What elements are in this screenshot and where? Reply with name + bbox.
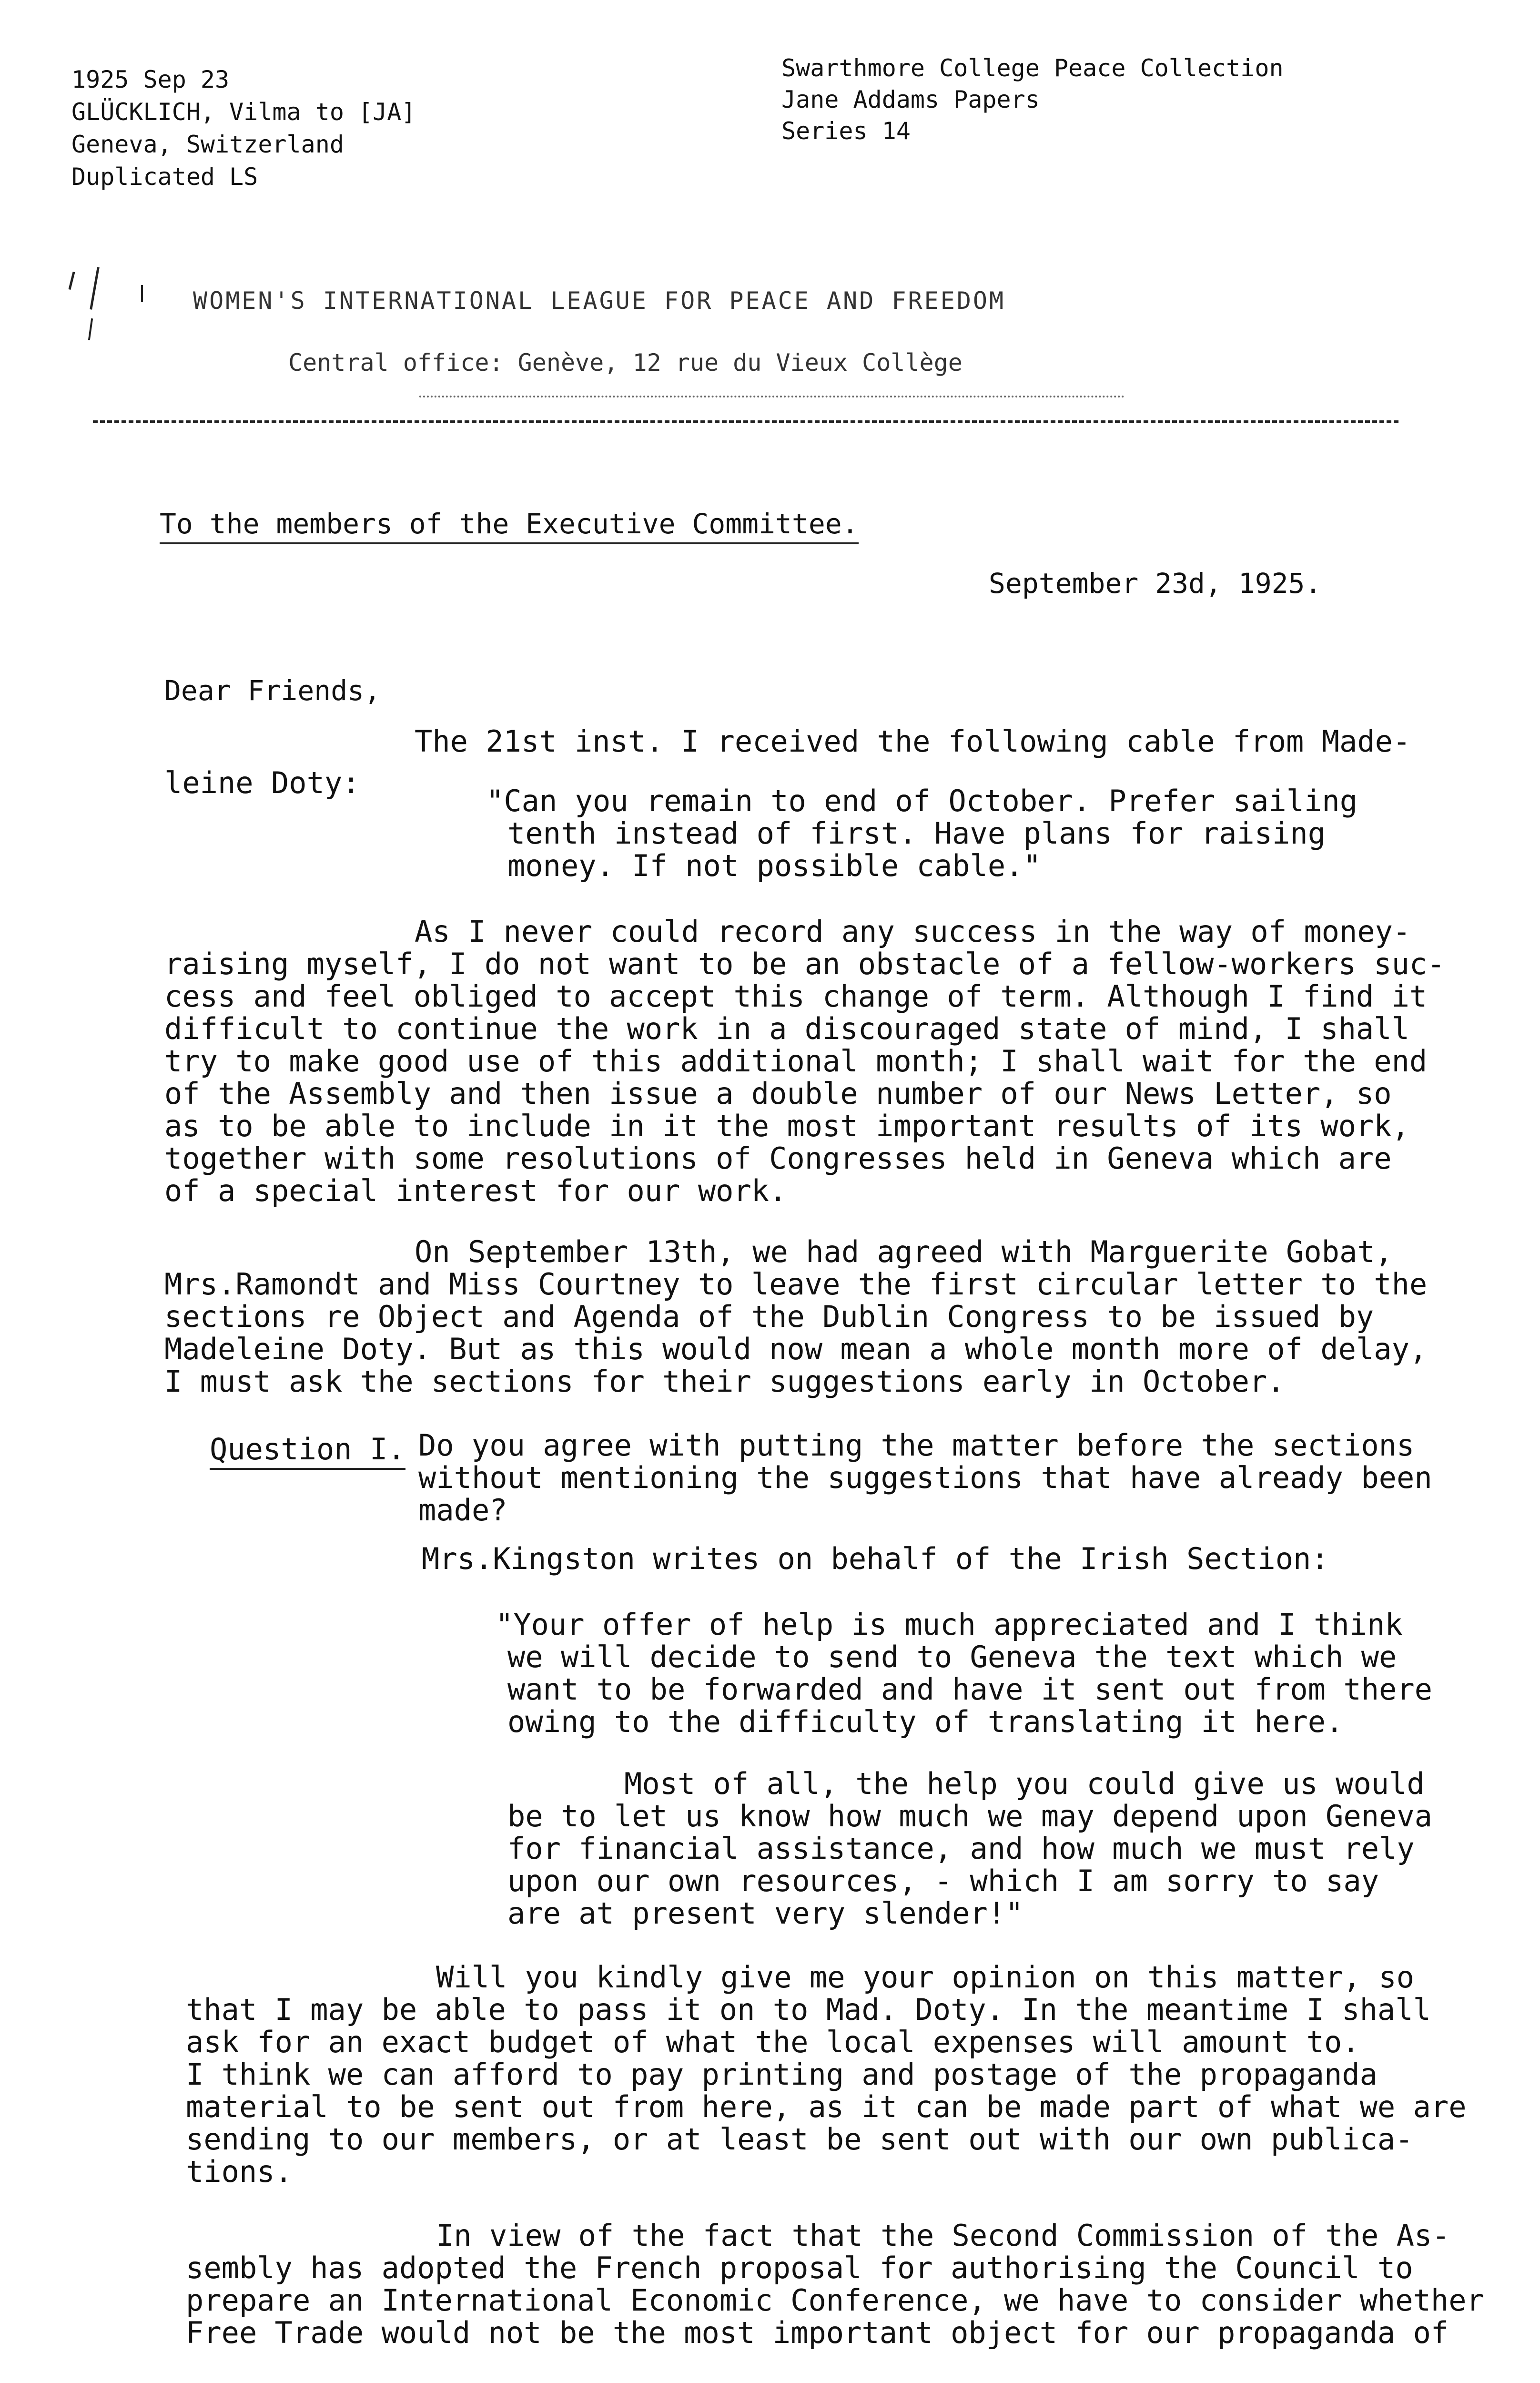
- body-line: sembly has adopted the French proposal for authorising the Council to: [186, 2251, 1413, 2285]
- quoted-letter: are at present very slender!": [507, 1896, 1023, 1931]
- archive-correspondents: GLÜCKLICH, Vilma to [JA]: [71, 98, 416, 126]
- body-line: cess and feel obliged to accept this change of term. Although I find it: [164, 979, 1428, 1014]
- archive-doc-type: Duplicated LS: [71, 163, 258, 191]
- margin-mark: [88, 318, 93, 340]
- body-line: Will you kindly give me your opinion on this matter, so: [436, 1960, 1414, 1995]
- body-line: The 21st inst. I received the following cable from Made-: [415, 724, 1411, 759]
- body-line: prepare an International Economic Conference, we have to consider whether: [186, 2283, 1484, 2318]
- quoted-letter: be to let us know how much we may depend upon Geneva: [507, 1799, 1433, 1833]
- margin-mark: [90, 267, 100, 310]
- quoted-letter: owing to the difficulty of translating it here.: [507, 1704, 1344, 1739]
- quoted-letter: upon our own resources, - which I am sorry to say: [507, 1864, 1379, 1898]
- body-line: Free Trade would not be the most important object for our propaganda of: [186, 2315, 1449, 2350]
- letter-date: September 23d, 1925.: [989, 567, 1322, 600]
- quoted-cable: money. If not possible cable.": [507, 848, 1041, 883]
- body-line: of the Assembly and then issue a double number of our News Letter, so: [164, 1076, 1392, 1111]
- body-line: leine Doty:: [164, 765, 360, 800]
- body-line: material to be sent out from here, as it can be made part of what we are: [186, 2089, 1467, 2124]
- archive-date: 1925 Sep 23: [71, 66, 230, 93]
- letterhead-office: Central office: Genève, 12 rue du Vieux Collège: [288, 349, 962, 377]
- quoted-cable: "Can you remain to end of October. Prefer sailing: [486, 784, 1358, 818]
- salutation: Dear Friends,: [164, 674, 381, 707]
- quoted-cable: tenth instead of first. Have plans for raising: [507, 816, 1326, 851]
- body-line: of a special interest for our work.: [164, 1173, 787, 1208]
- body-line: I must ask the sections for their suggestions early in October.: [164, 1364, 1285, 1399]
- body-line: tions.: [186, 2154, 293, 2189]
- quoted-letter: Most of all, the help you could give us would: [624, 1766, 1425, 1801]
- body-line: Mrs.Ramondt and Miss Courtney to leave the first circular letter to the: [164, 1267, 1428, 1302]
- archive-place: Geneva, Switzerland: [71, 131, 344, 158]
- body-line: sending to our members, or at least be sent out with our own publica-: [186, 2122, 1413, 2157]
- question-text: without mentioning the suggestions that have already been: [418, 1460, 1432, 1495]
- archive-collection: Swarthmore College Peace Collection: [781, 54, 1284, 82]
- quoted-letter: we will decide to send to Geneva the text which we: [507, 1640, 1397, 1674]
- body-line: raising myself, I do not want to be an obstacle of a fellow-workers suc-: [164, 947, 1445, 981]
- question-text: Do you agree with putting the matter before the sections: [418, 1428, 1415, 1463]
- body-line: On September 13th, we had agreed with Marguerite Gobat,: [415, 1234, 1393, 1269]
- addressee-line: To the members of the Executive Committee.: [160, 510, 859, 544]
- margin-mark: [68, 272, 75, 290]
- body-line: In view of the fact that the Second Commission of the As-: [436, 2218, 1450, 2253]
- quoted-letter: "Your offer of help is much appreciated and I think: [496, 1607, 1403, 1642]
- body-line: I think we can afford to pay printing and postage of the propaganda: [186, 2057, 1378, 2092]
- archive-papers: Jane Addams Papers: [781, 86, 1040, 113]
- dotted-underline: [419, 396, 1125, 397]
- body-line: difficult to continue the work in a discouraged state of mind, I shall: [164, 1011, 1409, 1046]
- letterhead-organization: WOMEN'S INTERNATIONAL LEAGUE FOR PEACE AND FREEDOM: [193, 287, 1006, 315]
- body-line: sections re Object and Agenda of the Dublin Congress to be issued by: [164, 1299, 1374, 1334]
- question-text: made?: [418, 1493, 507, 1528]
- letterhead-rule: [93, 420, 1398, 423]
- question-label: Question I.: [210, 1435, 405, 1470]
- body-line: that I may be able to pass it on to Mad. Doty. In the meantime I shall: [186, 1992, 1431, 2027]
- body-line: as to be able to include in it the most important results of its work,: [164, 1109, 1409, 1143]
- body-line: Madeleine Doty. But as this would now mean a whole month more of delay,: [164, 1332, 1428, 1366]
- body-line: ask for an exact budget of what the local expenses will amount to.: [186, 2025, 1360, 2059]
- quoted-letter: want to be forwarded and have it sent out from there: [507, 1672, 1433, 1707]
- body-line: together with some resolutions of Congresses held in Geneva which are: [164, 1141, 1392, 1176]
- quoted-letter: for financial assistance, and how much we must rely: [507, 1831, 1415, 1866]
- margin-mark: [141, 285, 143, 302]
- body-line: try to make good use of this additional month; I shall wait for the end: [164, 1044, 1428, 1079]
- body-line: As I never could record any success in the way of money-: [415, 914, 1411, 949]
- archive-series: Series 14: [781, 117, 911, 145]
- body-line: Mrs.Kingston writes on behalf of the Irish Section:: [422, 1541, 1329, 1576]
